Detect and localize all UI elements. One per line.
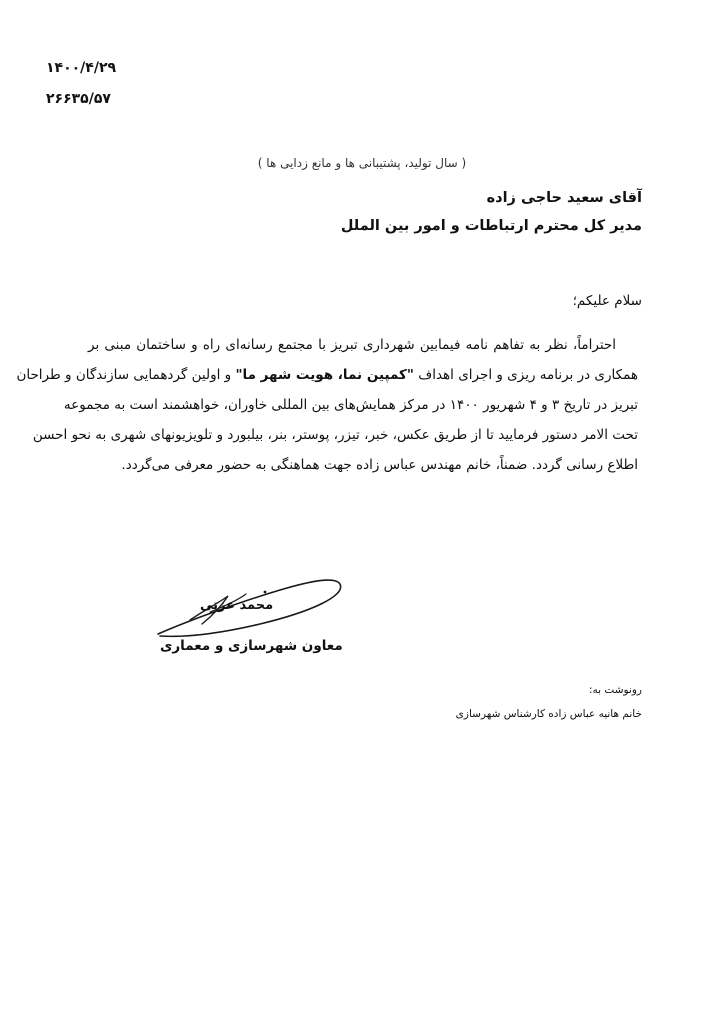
body-line-1: احتراماً، نظر به تفاهم نامه فیمابین شهرداری تبریز با مجتمع رسانه‌ای راه و ساختمان مبنی بر xyxy=(88,337,616,353)
body-line-3: تبریز در تاریخ ۳ و ۴ شهریور ۱۴۰۰ در مرکز همایش‌های بین المللی خاوران، خواهشمند است به مجموعه xyxy=(63,397,638,413)
body-line-5: اطلاع رسانی گردد. ضمناً، خانم مهندس عباس زاده جهت هماهنگی به حضور معرفی می‌گردد. xyxy=(121,457,638,473)
year-motto: ( سال تولید، پشتیبانی ها و مانع زدایی ها ) xyxy=(257,156,467,170)
body-line-4: تحت الامر دستور فرمایید تا از طریق عکس، خبر، تیزر، پوستر، بنر، بیلبورد و تلویزیونهای شهری به نحو احسن xyxy=(32,427,638,443)
cc-recipient: خانم هانیه عباس زاده کارشناس شهرسازی xyxy=(455,708,642,720)
signer-title: معاون شهرسازی و معماری xyxy=(160,638,343,654)
body-line-2-end: و اولین گردهمایی سازندگان و طراحان xyxy=(16,367,232,383)
letter-number: ۲۶۶۳۵/۵۷ xyxy=(46,91,111,107)
letter-date: ۱۴۰۰/۴/۲۹ xyxy=(46,60,117,76)
body-line-2 xyxy=(16,360,638,390)
cc-label: رونوشت به: xyxy=(588,684,642,696)
body-line-2-start: همکاری در برنامه ریزی و اجرای اهداف xyxy=(418,367,638,383)
signer-name: محمد عزتی xyxy=(200,598,274,613)
recipient-name: آقای سعید حاجی زاده xyxy=(486,190,642,206)
greeting: سلام علیکم؛ xyxy=(572,293,642,309)
recipient-title: مدیر کل محترم ارتباطات و امور بین الملل xyxy=(340,218,642,234)
campaign-title: "کمپین نما، هویت شهر ما" xyxy=(235,367,414,383)
letter-body xyxy=(16,330,638,480)
